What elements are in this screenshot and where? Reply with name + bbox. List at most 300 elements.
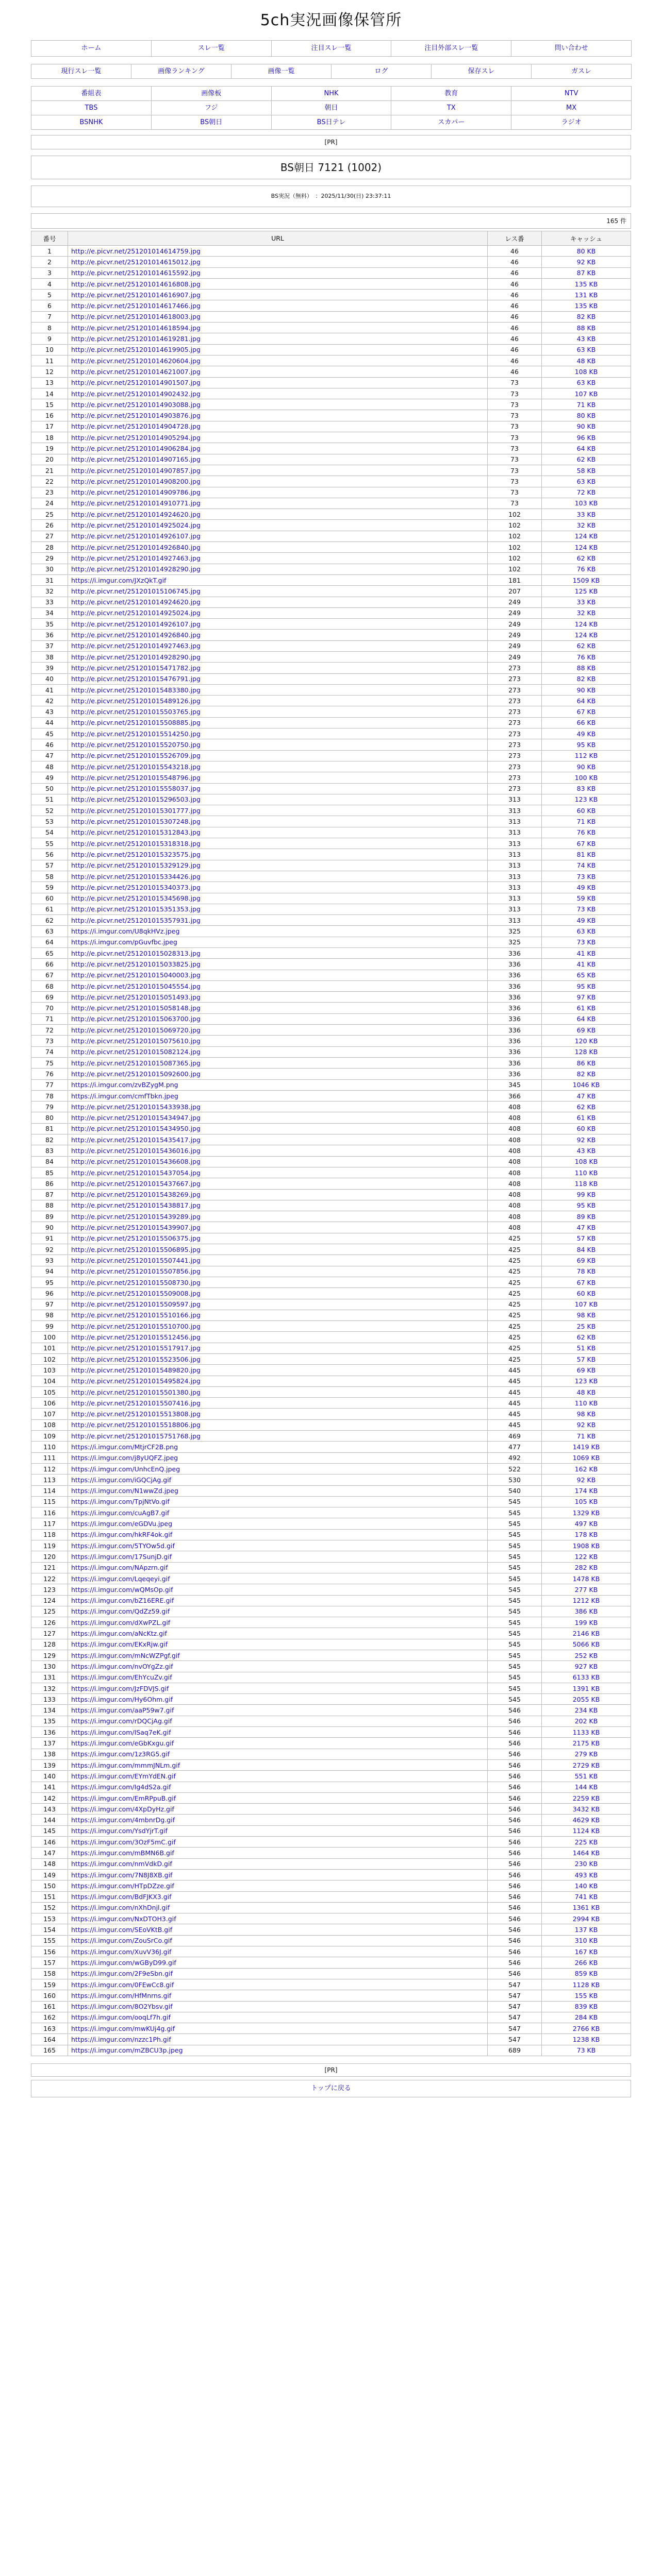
cache-link[interactable]: 741 KB (542, 1891, 631, 1902)
channel-nav-link[interactable]: スカパー (391, 115, 511, 130)
image-url-link[interactable]: http://e.picvr.net/251201015489820.jpg (68, 1365, 488, 1376)
image-url-link[interactable]: http://e.picvr.net/251201014926840.jpg (68, 630, 488, 640)
cache-link[interactable]: 80 KB (542, 410, 631, 421)
channel-nav-link[interactable]: 朝日 (272, 101, 392, 115)
cache-link[interactable]: 2146 KB (542, 1628, 631, 1639)
image-url-link[interactable]: http://e.picvr.net/251201014903876.jpg (68, 410, 488, 421)
image-url-link[interactable]: https://i.imgur.com/eGDVu.jpeg (68, 1518, 488, 1529)
image-url-link[interactable]: http://e.picvr.net/251201014619281.jpg (68, 333, 488, 344)
main-nav-link[interactable]: 問い合わせ (511, 41, 632, 57)
image-url-link[interactable]: https://i.imgur.com/cmfTbkn.jpeg (68, 1090, 488, 1101)
image-url-link[interactable]: https://i.imgur.com/QdZz59.gif (68, 1606, 488, 1617)
cache-link[interactable]: 61 KB (542, 1112, 631, 1123)
cache-link[interactable]: 386 KB (542, 1606, 631, 1617)
cache-link[interactable]: 82 KB (542, 1069, 631, 1079)
cache-link[interactable]: 112 KB (542, 750, 631, 761)
cache-link[interactable]: 84 KB (542, 1244, 631, 1255)
image-url-link[interactable]: https://i.imgur.com/3OzF5mC.gif (68, 1837, 488, 1848)
cache-link[interactable]: 1478 KB (542, 1573, 631, 1584)
image-url-link[interactable]: http://e.picvr.net/251201014905294.jpg (68, 432, 488, 443)
cache-link[interactable]: 124 KB (542, 542, 631, 553)
cache-link[interactable]: 1361 KB (542, 1902, 631, 1913)
cache-link[interactable]: 63 KB (542, 344, 631, 355)
cache-link[interactable]: 92 KB (542, 1134, 631, 1145)
cache-link[interactable]: 76 KB (542, 564, 631, 574)
cache-link[interactable]: 144 KB (542, 1782, 631, 1792)
image-url-link[interactable]: http://e.picvr.net/251201015543218.jpg (68, 761, 488, 772)
cache-link[interactable]: 81 KB (542, 849, 631, 860)
cache-link[interactable]: 266 KB (542, 1957, 631, 1968)
cache-link[interactable]: 64 KB (542, 443, 631, 454)
cache-link[interactable]: 33 KB (542, 597, 631, 607)
cache-link[interactable]: 92 KB (542, 1419, 631, 1430)
cache-link[interactable]: 107 KB (542, 388, 631, 399)
channel-nav-link[interactable]: 番組表 (31, 87, 152, 101)
cache-link[interactable]: 88 KB (542, 323, 631, 333)
image-url-link[interactable]: http://e.picvr.net/251201015751768.jpg (68, 1431, 488, 1442)
image-url-link[interactable]: http://e.picvr.net/251201015518806.jpg (68, 1419, 488, 1430)
image-url-link[interactable]: http://e.picvr.net/251201015506895.jpg (68, 1244, 488, 1255)
image-url-link[interactable]: http://e.picvr.net/251201015318318.jpg (68, 838, 488, 849)
cache-link[interactable]: 64 KB (542, 696, 631, 706)
cache-link[interactable]: 131 KB (542, 290, 631, 300)
cache-link[interactable]: 284 KB (542, 2012, 631, 2023)
image-url-link[interactable]: http://e.picvr.net/251201014621007.jpg (68, 366, 488, 377)
cache-link[interactable]: 62 KB (542, 640, 631, 651)
cache-link[interactable]: 86 KB (542, 1057, 631, 1068)
image-url-link[interactable]: http://e.picvr.net/251201014616808.jpg (68, 278, 488, 289)
cache-link[interactable]: 74 KB (542, 860, 631, 871)
image-url-link[interactable]: http://e.picvr.net/251201015558037.jpg (68, 783, 488, 794)
cache-link[interactable]: 60 KB (542, 1288, 631, 1299)
image-url-link[interactable]: https://i.imgur.com/nzzc1Ph.gif (68, 2034, 488, 2045)
cache-link[interactable]: 72 KB (542, 487, 631, 498)
image-url-link[interactable]: http://e.picvr.net/251201015437054.jpg (68, 1167, 488, 1178)
image-url-link[interactable]: http://e.picvr.net/251201015051493.jpg (68, 992, 488, 1003)
cache-link[interactable]: 120 KB (542, 1036, 631, 1046)
cache-link[interactable]: 32 KB (542, 607, 631, 618)
image-url-link[interactable]: http://e.picvr.net/251201014617466.jpg (68, 300, 488, 311)
image-url-link[interactable]: https://i.imgur.com/U8qkHVz.jpeg (68, 926, 488, 937)
main-nav-link[interactable]: ホーム (31, 41, 152, 57)
image-url-link[interactable]: http://e.picvr.net/251201015507441.jpg (68, 1255, 488, 1266)
sub-nav-link[interactable]: 保存スレ (432, 64, 532, 79)
cache-link[interactable]: 107 KB (542, 1299, 631, 1310)
cache-link[interactable]: 82 KB (542, 311, 631, 322)
cache-link[interactable]: 123 KB (542, 794, 631, 805)
image-url-link[interactable]: https://i.imgur.com/aNcKtz.gif (68, 1628, 488, 1639)
image-url-link[interactable]: http://e.picvr.net/251201014618003.jpg (68, 311, 488, 322)
image-url-link[interactable]: http://e.picvr.net/251201015345698.jpg (68, 893, 488, 904)
image-url-link[interactable]: https://i.imgur.com/nmVdkD.gif (68, 1858, 488, 1869)
cache-link[interactable]: 551 KB (542, 1771, 631, 1782)
image-url-link[interactable]: https://i.imgur.com/SEoVKtB.gif (68, 1924, 488, 1935)
cache-link[interactable]: 137 KB (542, 1924, 631, 1935)
image-url-link[interactable]: https://i.imgur.com/mmmJNLm.gif (68, 1759, 488, 1770)
channel-nav-link[interactable]: NHK (272, 87, 392, 101)
image-url-link[interactable]: http://e.picvr.net/251201015434947.jpg (68, 1112, 488, 1123)
cache-link[interactable]: 60 KB (542, 1123, 631, 1134)
image-url-link[interactable]: http://e.picvr.net/251201014902432.jpg (68, 388, 488, 399)
cache-link[interactable]: 96 KB (542, 432, 631, 443)
image-url-link[interactable]: https://i.imgur.com/NxDTOH3.gif (68, 1913, 488, 1924)
image-url-link[interactable]: https://i.imgur.com/hkRF4ok.gif (68, 1529, 488, 1540)
image-url-link[interactable]: http://e.picvr.net/251201014924620.jpg (68, 509, 488, 520)
image-url-link[interactable]: http://e.picvr.net/251201015520750.jpg (68, 739, 488, 750)
image-url-link[interactable]: http://e.picvr.net/251201015437667.jpg (68, 1178, 488, 1189)
image-url-link[interactable]: http://e.picvr.net/251201015082124.jpg (68, 1046, 488, 1057)
image-url-link[interactable]: https://i.imgur.com/NApzrn.gif (68, 1562, 488, 1573)
image-url-link[interactable]: http://e.picvr.net/251201014616907.jpg (68, 290, 488, 300)
cache-link[interactable]: 493 KB (542, 1869, 631, 1880)
image-url-link[interactable]: http://e.picvr.net/251201015471782.jpg (68, 663, 488, 673)
cache-link[interactable]: 58 KB (542, 465, 631, 476)
cache-link[interactable]: 65 KB (542, 970, 631, 980)
cache-link[interactable]: 1391 KB (542, 1683, 631, 1693)
cache-link[interactable]: 63 KB (542, 377, 631, 388)
image-url-link[interactable]: https://i.imgur.com/UnhcEnQ.jpeg (68, 1463, 488, 1474)
cache-link[interactable]: 63 KB (542, 926, 631, 937)
image-url-link[interactable]: https://i.imgur.com/1z3RG5.gif (68, 1749, 488, 1759)
cache-link[interactable]: 4629 KB (542, 1815, 631, 1825)
cache-link[interactable]: 100 KB (542, 772, 631, 783)
image-url-link[interactable]: http://e.picvr.net/251201015438269.jpg (68, 1189, 488, 1200)
cache-link[interactable]: 95 KB (542, 1200, 631, 1211)
cache-link[interactable]: 110 KB (542, 1167, 631, 1178)
cache-link[interactable]: 99 KB (542, 1189, 631, 1200)
image-url-link[interactable]: https://i.imgur.com/EKxRjw.gif (68, 1639, 488, 1650)
image-url-link[interactable]: http://e.picvr.net/251201014620604.jpg (68, 355, 488, 366)
image-url-link[interactable]: https://i.imgur.com/7N8J8XB.gif (68, 1869, 488, 1880)
image-url-link[interactable]: http://e.picvr.net/251201015351353.jpg (68, 904, 488, 914)
image-url-link[interactable]: http://e.picvr.net/251201015507856.jpg (68, 1266, 488, 1277)
image-url-link[interactable]: https://i.imgur.com/aaP59w7.gif (68, 1705, 488, 1716)
image-url-link[interactable]: http://e.picvr.net/251201015507416.jpg (68, 1398, 488, 1409)
image-url-link[interactable]: http://e.picvr.net/251201014908200.jpg (68, 476, 488, 487)
image-url-link[interactable]: https://i.imgur.com/ooqLf7h.gif (68, 2012, 488, 2023)
image-url-link[interactable]: https://i.imgur.com/EmRPpuB.gif (68, 1792, 488, 1803)
cache-link[interactable]: 73 KB (542, 904, 631, 914)
image-url-link[interactable]: https://i.imgur.com/EhYcuZv.gif (68, 1672, 488, 1683)
cache-link[interactable]: 78 KB (542, 1266, 631, 1277)
image-url-link[interactable]: https://i.imgur.com/2F9eSbn.gif (68, 1968, 488, 1979)
cache-link[interactable]: 230 KB (542, 1858, 631, 1869)
cache-link[interactable]: 2729 KB (542, 1759, 631, 1770)
image-url-link[interactable]: https://i.imgur.com/YsdYjrT.gif (68, 1825, 488, 1836)
image-url-link[interactable]: http://e.picvr.net/251201015434950.jpg (68, 1123, 488, 1134)
image-url-link[interactable]: http://e.picvr.net/251201015439289.jpg (68, 1211, 488, 1222)
image-url-link[interactable]: http://e.picvr.net/251201014901507.jpg (68, 377, 488, 388)
cache-link[interactable]: 1329 KB (542, 1507, 631, 1518)
cache-link[interactable]: 95 KB (542, 980, 631, 991)
image-url-link[interactable]: https://i.imgur.com/rDQCjAg.gif (68, 1716, 488, 1726)
cache-link[interactable]: 105 KB (542, 1496, 631, 1507)
image-url-link[interactable]: http://e.picvr.net/251201014926840.jpg (68, 542, 488, 553)
cache-link[interactable]: 49 KB (542, 728, 631, 739)
cache-link[interactable]: 87 KB (542, 267, 631, 278)
image-url-link[interactable]: http://e.picvr.net/251201015509008.jpg (68, 1288, 488, 1299)
sub-nav-link[interactable]: ログ (332, 64, 432, 79)
cache-link[interactable]: 3432 KB (542, 1804, 631, 1815)
cache-link[interactable]: 135 KB (542, 278, 631, 289)
cache-link[interactable]: 1238 KB (542, 2034, 631, 2045)
cache-link[interactable]: 41 KB (542, 948, 631, 959)
channel-nav-link[interactable]: TBS (31, 101, 152, 115)
cache-link[interactable]: 98 KB (542, 1409, 631, 1419)
cache-link[interactable]: 43 KB (542, 333, 631, 344)
cache-link[interactable]: 2259 KB (542, 1792, 631, 1803)
cache-link[interactable]: 73 KB (542, 871, 631, 882)
cache-link[interactable]: 279 KB (542, 1749, 631, 1759)
image-url-link[interactable]: http://e.picvr.net/251201015106745.jpg (68, 586, 488, 597)
image-url-link[interactable]: http://e.picvr.net/251201015301777.jpg (68, 805, 488, 816)
cache-link[interactable]: 225 KB (542, 1837, 631, 1848)
image-url-link[interactable]: https://i.imgur.com/HfMnrns.gif (68, 1990, 488, 2001)
cache-link[interactable]: 32 KB (542, 520, 631, 531)
image-url-link[interactable]: https://i.imgur.com/JXzQkT.gif (68, 574, 488, 585)
cache-link[interactable]: 234 KB (542, 1705, 631, 1716)
image-url-link[interactable]: http://e.picvr.net/251201015340373.jpg (68, 882, 488, 893)
cache-link[interactable]: 1133 KB (542, 1727, 631, 1738)
image-url-link[interactable]: http://e.picvr.net/251201015510166.jpg (68, 1310, 488, 1320)
cache-link[interactable]: 90 KB (542, 421, 631, 432)
cache-link[interactable]: 49 KB (542, 882, 631, 893)
cache-link[interactable]: 162 KB (542, 1463, 631, 1474)
image-url-link[interactable]: https://i.imgur.com/BdFJKX3.gif (68, 1891, 488, 1902)
channel-nav-link[interactable]: BS日テレ (272, 115, 392, 130)
cache-link[interactable]: 67 KB (542, 706, 631, 717)
cache-link[interactable]: 310 KB (542, 1935, 631, 1946)
cache-link[interactable]: 63 KB (542, 476, 631, 487)
cache-link[interactable]: 155 KB (542, 1990, 631, 2001)
cache-link[interactable]: 1212 KB (542, 1595, 631, 1606)
cache-link[interactable]: 41 KB (542, 959, 631, 970)
cache-link[interactable]: 71 KB (542, 816, 631, 827)
image-url-link[interactable]: http://e.picvr.net/251201014615012.jpg (68, 257, 488, 267)
image-url-link[interactable]: http://e.picvr.net/251201015509597.jpg (68, 1299, 488, 1310)
image-url-link[interactable]: http://e.picvr.net/251201015513808.jpg (68, 1409, 488, 1419)
cache-link[interactable]: 110 KB (542, 1398, 631, 1409)
cache-link[interactable]: 125 KB (542, 586, 631, 597)
cache-link[interactable]: 69 KB (542, 1025, 631, 1036)
channel-nav-link[interactable]: TX (391, 101, 511, 115)
cache-link[interactable]: 6133 KB (542, 1672, 631, 1683)
image-url-link[interactable]: http://e.picvr.net/251201015508730.jpg (68, 1277, 488, 1287)
image-url-link[interactable]: http://e.picvr.net/251201015040003.jpg (68, 970, 488, 980)
image-url-link[interactable]: http://e.picvr.net/251201014926107.jpg (68, 531, 488, 541)
cache-link[interactable]: 202 KB (542, 1716, 631, 1726)
cache-link[interactable]: 71 KB (542, 1431, 631, 1442)
image-url-link[interactable]: http://e.picvr.net/251201014615592.jpg (68, 267, 488, 278)
cache-link[interactable]: 66 KB (542, 717, 631, 728)
image-url-link[interactable]: https://i.imgur.com/Lqeqeyi.gif (68, 1573, 488, 1584)
cache-link[interactable]: 80 KB (542, 246, 631, 257)
image-url-link[interactable]: https://i.imgur.com/nvOYgZz.gif (68, 1661, 488, 1672)
channel-nav-link[interactable]: フジ (152, 101, 272, 115)
image-url-link[interactable]: https://i.imgur.com/ZouSrCo.gif (68, 1935, 488, 1946)
image-url-link[interactable]: https://i.imgur.com/bZ16ERE.gif (68, 1595, 488, 1606)
image-url-link[interactable]: http://e.picvr.net/251201015433938.jpg (68, 1101, 488, 1112)
image-url-link[interactable]: http://e.picvr.net/251201014928290.jpg (68, 651, 488, 662)
cache-link[interactable]: 64 KB (542, 1013, 631, 1024)
cache-link[interactable]: 839 KB (542, 2001, 631, 2012)
cache-link[interactable]: 98 KB (542, 1310, 631, 1320)
cache-link[interactable]: 123 KB (542, 1376, 631, 1386)
image-url-link[interactable]: http://e.picvr.net/251201015436016.jpg (68, 1145, 488, 1156)
cache-link[interactable]: 69 KB (542, 1365, 631, 1376)
cache-link[interactable]: 282 KB (542, 1562, 631, 1573)
image-url-link[interactable]: https://i.imgur.com/4mbnrDg.gif (68, 1815, 488, 1825)
image-url-link[interactable]: https://i.imgur.com/eGbKxgu.gif (68, 1738, 488, 1749)
cache-link[interactable]: 118 KB (542, 1178, 631, 1189)
cache-link[interactable]: 57 KB (542, 1353, 631, 1364)
channel-nav-link[interactable]: NTV (511, 87, 632, 101)
cache-link[interactable]: 73 KB (542, 2045, 631, 2056)
image-url-link[interactable]: http://e.picvr.net/251201015508885.jpg (68, 717, 488, 728)
cache-link[interactable]: 62 KB (542, 1101, 631, 1112)
cache-link[interactable]: 97 KB (542, 992, 631, 1003)
cache-link[interactable]: 2055 KB (542, 1694, 631, 1705)
cache-link[interactable]: 51 KB (542, 1343, 631, 1353)
cache-link[interactable]: 33 KB (542, 509, 631, 520)
image-url-link[interactable]: http://e.picvr.net/251201014928290.jpg (68, 564, 488, 574)
image-url-link[interactable]: http://e.picvr.net/251201014903088.jpg (68, 399, 488, 410)
sub-nav-link[interactable]: 現行スレ一覧 (31, 64, 131, 79)
cache-link[interactable]: 82 KB (542, 673, 631, 684)
image-url-link[interactable]: http://e.picvr.net/251201014619905.jpg (68, 344, 488, 355)
image-url-link[interactable]: https://i.imgur.com/iGQCjAg.gif (68, 1475, 488, 1485)
image-url-link[interactable]: https://i.imgur.com/XuvV36J.gif (68, 1946, 488, 1957)
cache-link[interactable]: 95 KB (542, 739, 631, 750)
image-url-link[interactable]: https://i.imgur.com/j8yUQFZ.jpeg (68, 1452, 488, 1463)
cache-link[interactable]: 199 KB (542, 1617, 631, 1628)
channel-nav-link[interactable]: MX (511, 101, 632, 115)
cache-link[interactable]: 88 KB (542, 663, 631, 673)
image-url-link[interactable]: https://i.imgur.com/N1wwZd.jpeg (68, 1485, 488, 1496)
cache-link[interactable]: 277 KB (542, 1584, 631, 1595)
cache-link[interactable]: 25 KB (542, 1321, 631, 1332)
cache-link[interactable]: 60 KB (542, 805, 631, 816)
image-url-link[interactable]: http://e.picvr.net/251201014926107.jpg (68, 619, 488, 630)
cache-link[interactable]: 2175 KB (542, 1738, 631, 1749)
cache-link[interactable]: 124 KB (542, 619, 631, 630)
image-url-link[interactable]: http://e.picvr.net/251201015307248.jpg (68, 816, 488, 827)
image-url-link[interactable]: http://e.picvr.net/251201014904728.jpg (68, 421, 488, 432)
cache-link[interactable]: 89 KB (542, 1211, 631, 1222)
image-url-link[interactable]: https://i.imgur.com/TpjNtVo.gif (68, 1496, 488, 1507)
main-nav-link[interactable]: スレ一覧 (152, 41, 272, 57)
image-url-link[interactable]: http://e.picvr.net/251201014906284.jpg (68, 443, 488, 454)
image-url-link[interactable]: http://e.picvr.net/251201015033825.jpg (68, 959, 488, 970)
image-url-link[interactable]: http://e.picvr.net/251201015087365.jpg (68, 1057, 488, 1068)
image-url-link[interactable]: http://e.picvr.net/251201015523506.jpg (68, 1353, 488, 1364)
main-nav-link[interactable]: 注目外部スレ一覧 (391, 41, 511, 57)
cache-link[interactable]: 62 KB (542, 553, 631, 564)
image-url-link[interactable]: http://e.picvr.net/251201015476791.jpg (68, 673, 488, 684)
cache-link[interactable]: 124 KB (542, 630, 631, 640)
image-url-link[interactable]: http://e.picvr.net/251201015439907.jpg (68, 1222, 488, 1233)
image-url-link[interactable]: http://e.picvr.net/251201015329129.jpg (68, 860, 488, 871)
image-url-link[interactable]: https://i.imgur.com/pGuvfbc.jpeg (68, 937, 488, 947)
image-url-link[interactable]: https://i.imgur.com/nXhDnjl.gif (68, 1902, 488, 1913)
image-url-link[interactable]: https://i.imgur.com/8O2Ybsv.gif (68, 2001, 488, 2012)
cache-link[interactable]: 108 KB (542, 1156, 631, 1167)
cache-link[interactable]: 49 KB (542, 915, 631, 926)
image-url-link[interactable]: https://i.imgur.com/mNcWZPgf.gif (68, 1650, 488, 1661)
image-url-link[interactable]: http://e.picvr.net/251201015028313.jpg (68, 948, 488, 959)
image-url-link[interactable]: https://i.imgur.com/mBMN6B.gif (68, 1848, 488, 1858)
image-url-link[interactable]: https://i.imgur.com/wGByD99.gif (68, 1957, 488, 1968)
image-url-link[interactable]: https://i.imgur.com/ISaq7eK.gif (68, 1727, 488, 1738)
cache-link[interactable]: 48 KB (542, 1386, 631, 1397)
image-url-link[interactable]: http://e.picvr.net/251201014907857.jpg (68, 465, 488, 476)
cache-link[interactable]: 497 KB (542, 1518, 631, 1529)
cache-link[interactable]: 76 KB (542, 651, 631, 662)
image-url-link[interactable]: http://e.picvr.net/251201015063700.jpg (68, 1013, 488, 1024)
cache-link[interactable]: 124 KB (542, 531, 631, 541)
image-url-link[interactable]: http://e.picvr.net/251201015069720.jpg (68, 1025, 488, 1036)
cache-link[interactable]: 43 KB (542, 1145, 631, 1156)
image-url-link[interactable]: http://e.picvr.net/251201015489126.jpg (68, 696, 488, 706)
image-url-link[interactable]: http://e.picvr.net/251201015323575.jpg (68, 849, 488, 860)
cache-link[interactable]: 1464 KB (542, 1848, 631, 1858)
cache-link[interactable]: 1419 KB (542, 1442, 631, 1452)
cache-link[interactable]: 83 KB (542, 783, 631, 794)
image-url-link[interactable]: https://i.imgur.com/EYmYdEN.gif (68, 1771, 488, 1782)
image-url-link[interactable]: http://e.picvr.net/251201015312843.jpg (68, 827, 488, 838)
cache-link[interactable]: 1069 KB (542, 1452, 631, 1463)
image-url-link[interactable]: http://e.picvr.net/251201015045554.jpg (68, 980, 488, 991)
cache-link[interactable]: 128 KB (542, 1046, 631, 1057)
cache-link[interactable]: 167 KB (542, 1946, 631, 1957)
cache-link[interactable]: 5066 KB (542, 1639, 631, 1650)
cache-link[interactable]: 76 KB (542, 827, 631, 838)
image-url-link[interactable]: http://e.picvr.net/251201015435417.jpg (68, 1134, 488, 1145)
image-url-link[interactable]: http://e.picvr.net/251201015501380.jpg (68, 1386, 488, 1397)
cache-link[interactable]: 103 KB (542, 498, 631, 509)
cache-link[interactable]: 57 KB (542, 1233, 631, 1244)
cache-link[interactable]: 1509 KB (542, 574, 631, 585)
image-url-link[interactable]: https://i.imgur.com/dXwPZL.gif (68, 1617, 488, 1628)
image-url-link[interactable]: http://e.picvr.net/251201014618594.jpg (68, 323, 488, 333)
cache-link[interactable]: 174 KB (542, 1485, 631, 1496)
cache-link[interactable]: 1908 KB (542, 1540, 631, 1551)
sub-nav-link[interactable]: 画像一覧 (231, 64, 332, 79)
cache-link[interactable]: 71 KB (542, 399, 631, 410)
image-url-link[interactable]: http://e.picvr.net/251201015495824.jpg (68, 1376, 488, 1386)
image-url-link[interactable]: http://e.picvr.net/251201015357931.jpg (68, 915, 488, 926)
image-url-link[interactable]: http://e.picvr.net/251201014925024.jpg (68, 607, 488, 618)
cache-link[interactable]: 927 KB (542, 1661, 631, 1672)
image-url-link[interactable]: https://i.imgur.com/wQMsOp.gif (68, 1584, 488, 1595)
image-url-link[interactable]: https://i.imgur.com/mZBCU3p.jpeg (68, 2045, 488, 2056)
image-url-link[interactable]: http://e.picvr.net/251201014925024.jpg (68, 520, 488, 531)
sub-nav-link[interactable]: ガスレ (532, 64, 632, 79)
channel-nav-link[interactable]: 画像板 (152, 87, 272, 101)
image-url-link[interactable]: https://i.imgur.com/HTpDZze.gif (68, 1880, 488, 1891)
image-url-link[interactable]: http://e.picvr.net/251201015436608.jpg (68, 1156, 488, 1167)
cache-link[interactable]: 47 KB (542, 1090, 631, 1101)
image-url-link[interactable]: https://i.imgur.com/5TYOw5d.gif (68, 1540, 488, 1551)
cache-link[interactable]: 1128 KB (542, 1979, 631, 1990)
cache-link[interactable]: 178 KB (542, 1529, 631, 1540)
channel-nav-link[interactable]: BS朝日 (152, 115, 272, 130)
image-url-link[interactable]: https://i.imgur.com/Hy6Ohm.gif (68, 1694, 488, 1705)
image-url-link[interactable]: http://e.picvr.net/251201014614759.jpg (68, 246, 488, 257)
image-url-link[interactable]: http://e.picvr.net/251201015503765.jpg (68, 706, 488, 717)
cache-link[interactable]: 859 KB (542, 1968, 631, 1979)
image-url-link[interactable]: http://e.picvr.net/251201014909786.jpg (68, 487, 488, 498)
